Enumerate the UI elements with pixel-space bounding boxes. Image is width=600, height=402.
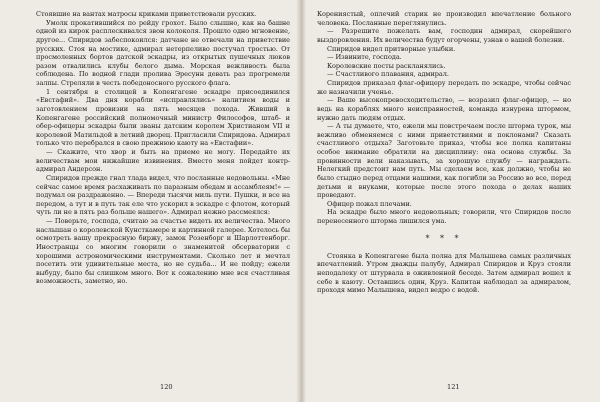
- left-paragraph-5: Спиридов прежде гнал тлада видел, что посланные недовольны. «Мне сейчас самое время расхаживать по паразным обедам и ассамблеям!» — подумал он раздраженно. — Впереди тысячи миль пути. Пушки, и все на передом, а тут и в путь так еле что ускорил в эскадре с флотом, который чуть ли не в пять раз больше нашего». Адмирал нежно рассмеялся:: [36, 173, 290, 217]
- section-break: * * *: [425, 233, 463, 243]
- left-paragraph-3: 1 сентября в столицей в Копенгагене эскадре присоединился «Евстафий». Два дня корабли «исправлялись» налитием воды и заготовлением провизии на пять месяцев похода. Живший в Копенгагене российский полномочный министр Философов, штаб- и обер-офицеры эскадры были званы датским королем Христианом VII и королевой Матильдой в летний дворец. Пригласили Спиридова. Адмирал только что перебрался в свою прежнюю каюту на «Евстафии».: [36, 87, 290, 148]
- right-paragraph-4: — Извините, господа.: [327, 53, 402, 62]
- left-page-number: 120: [160, 383, 173, 391]
- right-paragraph-12: Стоянка в Копенгагене была полна для Малышева самых различных впечатлений. Утром дважды палубу, Адмирал Спиридов и Круз стояли неподалеку от штурвала в оживленной беседе. Затем адмирал вошел к себе в каюту. Оставшись один, Круз. Капитан наблюдал за адмиралом, проходя мимо Малышева, видел ведро с водой.: [317, 251, 571, 295]
- right-paragraph-2: — Разрешите пожелать вам, господин адмирал, скорейшего выздоровления. Их величества будут огорчены, узнав о вашей болезни.: [317, 27, 571, 44]
- right-paragraph-1: Корениястый, оплечий старик не производил впечатление больного человека. Посланные переглянулись.: [317, 10, 571, 27]
- right-page: [317, 10, 571, 392]
- book-gutter: [296, 0, 306, 402]
- left-paragraph-4: — Скажите, что хвор и быть на приеме не могу. Передайте их величествам мои нижайшие извинения. Вместо меня пойдет контр-адмирал Андерсон.: [36, 148, 290, 174]
- right-paragraph-7: Спиридов приказал флаг-офицеру передать по эскадре, чтобы сейчас же назначили ученье.: [317, 79, 571, 96]
- left-page: [36, 10, 290, 392]
- right-paragraph-10: Офицер пожал плечами.: [327, 199, 412, 208]
- right-paragraph-11: На эскадре было много недовольных; говорили, что Спиридов после перенесенного шторма лишился ума.: [317, 208, 571, 225]
- right-page-number: 121: [447, 383, 460, 391]
- right-paragraph-3: Спиридов видел притворные улыбки.: [327, 44, 456, 53]
- right-paragraph-8: — Ваше высокопревосходительство, — возразил флаг-офицер, — но ведь на кораблях много неисправностей, команда изнурена штормом, нужно дать людям отдых.: [317, 96, 571, 122]
- left-paragraph-2: Умолк прокатившийся по рейду грохот. Было слышно, как на башне одной из кирок расплескивался звон колоколя. Прошло одно мгновение, другое... Спиридов забеспокоился: датчане не отвечали на приветствие русских. Стоя на мостике, адмирал нетерпеливо постучал тростью. От просмоленных бортов датской эскадры, из открытых пушечных люков разом отвалились клубы белого дыма. Морская вежливость была соблюдена. По водной глади пролива Эресунн девать раз прогремели залпы. Стреляли в честь победоносного русского флага.: [36, 18, 290, 87]
- right-paragraph-6: — Счастливого плавания, адмирал.: [327, 70, 449, 79]
- right-paragraph-5: Королевские посты раскланялись.: [327, 61, 446, 70]
- right-paragraph-9: — А ты думаете, что, ежели мы повстречаем после шторма турок, мы вежливо обменяемся с ними приветствиями и поклонами? Сказать счастливого отдыха? Заготовьте приказ, чтобы все полка капитаны особое внимание обратили на дисциплину: она основа службы. За провинности вели наказывать, за хорошую службу — награждать. Нелегкий предстоит нам путь. Мы сделаем все, как должно, чтобы не было стыдно перед отцами нашими, как погибли за Россию во все, перед детьми и внуками, которые после этого похода о делах наших проведают.: [317, 122, 571, 200]
- left-paragraph-6: — Поверьте, господа, считаю за счастье видеть их величества. Много наслышан о королевской Кунсткамере и картинной галерее. Хотелось бы осмотреть вашу прекрасную биржу, замок Розенборг и Шарлоттенборг. Иностранцы со многим говорили о знаменитой обсерватории с хорошими астрономическими инструментами. Сколько лет и мечтал посетить эти удивительные места, но не судьба... И не пойду; ежели выбуду, было бы слишком много. Вот к сожалению мне вся счастливая возможность, заметно, но.: [36, 217, 290, 286]
- left-paragraph-1: Стоявшие на вантах матросы криками приветствовали русских.: [36, 10, 257, 18]
